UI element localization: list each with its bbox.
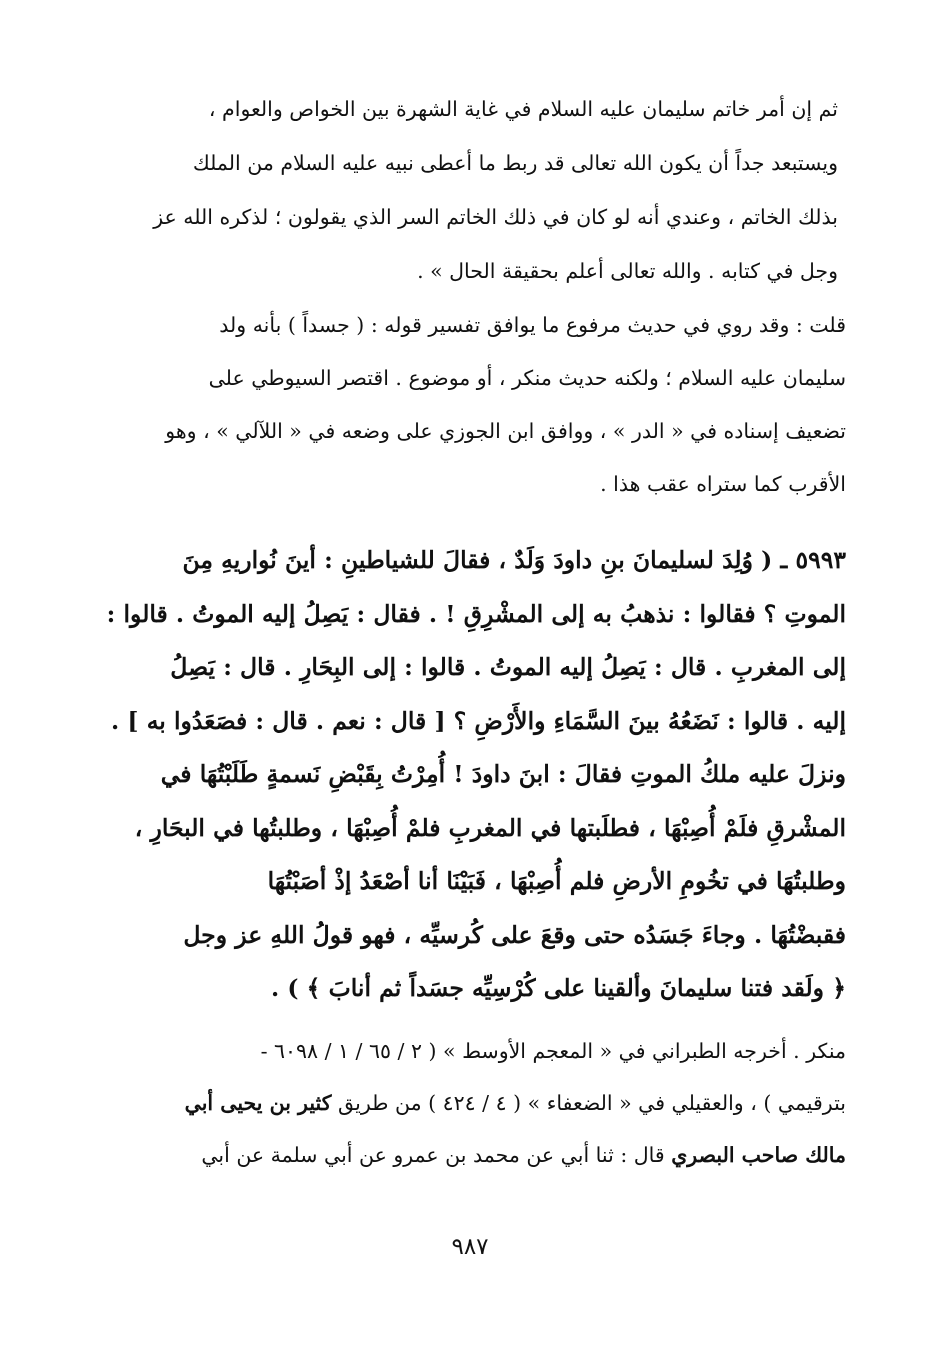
hadith-line: ونزلَ عليه ملكُ الموتِ فقالَ : ابنَ داودَ ! أُمِرْتُ بِقَبْضِ نَسمةٍ طَلَبْتُهَا في (160, 760, 846, 788)
text-line: ثم إن أمر خاتم سليمان عليه السلام في غاية الشهرة بين الخواص والعوام ، (208, 97, 838, 121)
narrator-name: كثير بن يحيى أبي (184, 1091, 332, 1115)
text-line: تضعيف إسناده في « الدر » ، ووافق ابن الجوزي على وضعه في « اللآلي » ، وهو (165, 419, 846, 443)
text-line: وجل في كتابه . والله تعالى أعلم بحقيقة الحال » . (417, 259, 838, 283)
text-line: سليمان عليه السلام ؛ ولكنه حديث منكر ، أو موضوع . اقتصر السيوطي على (208, 366, 846, 390)
takhrij-text: قال : ثنا أبي عن محمد بن عمرو عن أبي سلمة عن أبي (201, 1143, 665, 1167)
page-number: ٩٨٧ (451, 1234, 489, 1260)
narrator-name: مالك صاحب البصري (671, 1143, 846, 1167)
hadith-line: إليه . قالوا : نَضَعُهُ بينَ السَّمَاءِ والأَرْضِ ؟ [ قال : نعم . قال : فصَعَدُوا به ] . (111, 706, 846, 735)
text-line (100, 1025, 846, 1077)
hadith-text (100, 534, 846, 1016)
hadith-line: المشْرقِ فلَمْ أُصِبْهَا ، فطلَبتها في المغربِ فلمْ أُصِبْهَا ، وطلبتُها في البحَارِ ، (134, 813, 846, 842)
hadith-line: فقبضْتُهَا . وجاءَ جَسَدُه حتى وقعَ على كُرسيِّه ، فهو قولُ اللهِ عز وجل (183, 920, 846, 949)
text-line (100, 1129, 846, 1181)
text-line: الأقرب كما ستراه عقب هذا . (600, 472, 846, 496)
takhrij-paragraph (100, 1025, 846, 1181)
text-line: ويستبعد جداً أن يكون الله تعالى قد ربط ما أعطى نبيه عليه السلام من الملك (192, 151, 838, 175)
hadith-line: ٥٩٩٣ ـ ( وُلِدَ لسليمانَ بنِ داودَ وَلَدٌ ، فقالَ للشياطينِ : أينَ نُواريهِ مِنَ (182, 546, 846, 574)
hadith-line: إلى المغربِ . قال : يَصِلُ إليه الموتُ . قالوا : إلى البِحَارِ . قال : يَصِلُ (170, 653, 846, 681)
paragraph-2 (108, 299, 846, 511)
takhrij-text: بترقيمي ) ، والعقيلي في « الضعفاء » ( ٤ / ٤٢٤ ) من طريق (338, 1091, 846, 1115)
text-line: بذلك الخاتم ، وعندي أنه لو كان في ذلك الخاتم السر الذي يقولون ؛ لذكره الله عز (153, 205, 838, 229)
text-line (100, 1077, 846, 1129)
takhrij-text: منكر . أخرجه الطبراني في « المعجم الأوسط » ( ٢ / ٦٥ / ١ / ٦٠٩٨ - (260, 1039, 846, 1063)
hadith-line: ﴿ ولَقد فتنا سليمانَ وألقينا على كُرْسِيِّه جسَداً ثم أنابَ ﴾ ) . (271, 974, 846, 1002)
paragraph-1 (108, 82, 838, 298)
hadith-line: الموتِ ؟ فقالوا : نذهبُ به إلى المشْرِقِ ! . فقال : يَصِلُ إليه الموتُ . قالوا : (106, 599, 846, 628)
hadith-line: وطلبتُهَا في تخُومِ الأرضِ فلم أُصِبْهَا ، فَبَيْنَا أنا أصْعَدُ إذْ أصَبْتُهَا (267, 867, 846, 895)
text-line: قلت : وقد روي في حديث مرفوع ما يوافق تفسير قوله : ( جسداً ) بأنه ولد (219, 313, 846, 337)
